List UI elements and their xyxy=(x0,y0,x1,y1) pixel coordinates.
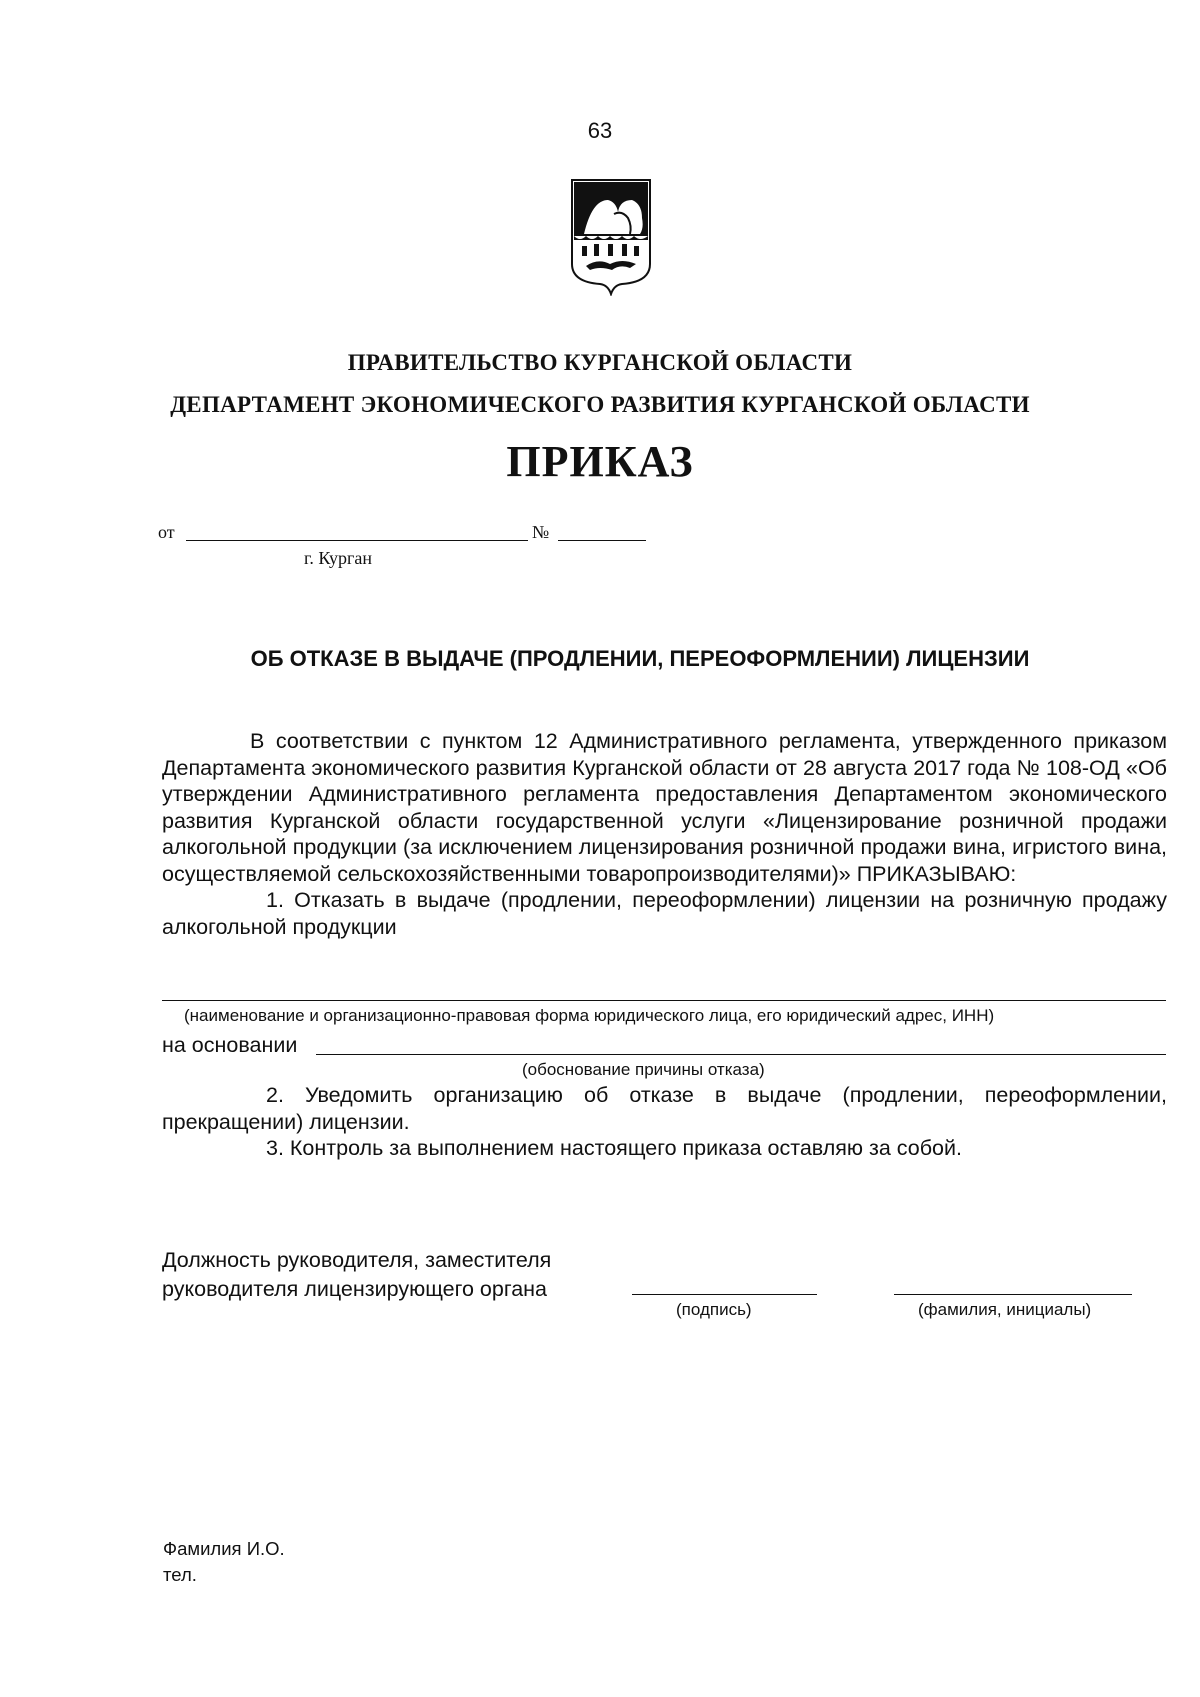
item-3-paragraph: 3. Контроль за выполнением настоящего приказа оставляю за собой. xyxy=(266,1136,962,1160)
page-number: 63 xyxy=(587,118,613,143)
preamble-paragraph: В соответствии с пунктом 12 Административного регламента, утвержденного приказом Департамента экономического развития Курганской области от 28 августа 2017 года № 108-ОД «Об утверждении Административного регламента предоставления Департаментом экономического развития Курганской области государственной услуги «Лицензирование розничной продажи алкогольной продукции (за исключением лицензирования розничной продажи вина, игристого вина, осуществляемой сельскохозяйственными товаропроизводителями)» ПРИКАЗЫВАЮ: xyxy=(162,729,1167,886)
item-1-paragraph: 1. Отказать в выдаче (продлении, переоформлении) лицензии на розничную продажу алкогольной продукции xyxy=(162,888,1167,939)
department-name: ДЕПАРТАМЕНТ ЭКОНОМИЧЕСКОГО РАЗВИТИЯ КУРГАНСКОЙ ОБЛАСТИ xyxy=(170,392,1030,417)
signer-line-2: руководителя лицензирующего органа xyxy=(162,1277,547,1301)
order-title: ОБ ОТКАЗЕ В ВЫДАЧЕ (ПРОДЛЕНИИ, ПЕРЕОФОРМЛЕНИИ) ЛИЦЕНЗИИ xyxy=(250,646,1030,671)
order-body xyxy=(162,728,1167,940)
executor-info xyxy=(163,1536,285,1588)
name-field-line xyxy=(894,1294,1132,1295)
document-type: ПРИКАЗ xyxy=(506,437,694,486)
items-2-3 xyxy=(162,1082,1167,1162)
kurgan-coat-of-arms-icon xyxy=(570,178,652,296)
reason-caption: (обоснование причины отказа) xyxy=(522,1060,765,1079)
item-2-paragraph: 2. Уведомить организацию об отказе в выдаче (продлении, переоформлении, прекращении) лицензии. xyxy=(162,1083,1167,1134)
executor-phone-label: тел. xyxy=(163,1564,197,1585)
signer-line-1: Должность руководителя, заместителя xyxy=(162,1248,552,1272)
number-field-line xyxy=(558,540,646,541)
name-caption: (фамилия, инициалы) xyxy=(918,1300,1092,1319)
executor-name: Фамилия И.О. xyxy=(163,1538,285,1559)
number-label: № xyxy=(532,522,550,542)
basis-field-line xyxy=(316,1054,1166,1055)
signer-position xyxy=(162,1246,551,1304)
entity-caption: (наименование и организационно-правовая форма юридического лица, его юридический адрес, ИНН) xyxy=(184,1006,995,1025)
date-from-label: от xyxy=(158,522,175,542)
signature-field-line xyxy=(632,1294,817,1295)
city-name: г. Курган xyxy=(304,548,373,568)
government-name: ПРАВИТЕЛЬСТВО КУРГАНСКОЙ ОБЛАСТИ xyxy=(347,350,853,375)
signature-caption: (подпись) xyxy=(676,1300,752,1319)
entity-field-line xyxy=(162,1000,1166,1001)
date-field-line xyxy=(186,540,528,541)
basis-label: на основании xyxy=(162,1033,298,1057)
